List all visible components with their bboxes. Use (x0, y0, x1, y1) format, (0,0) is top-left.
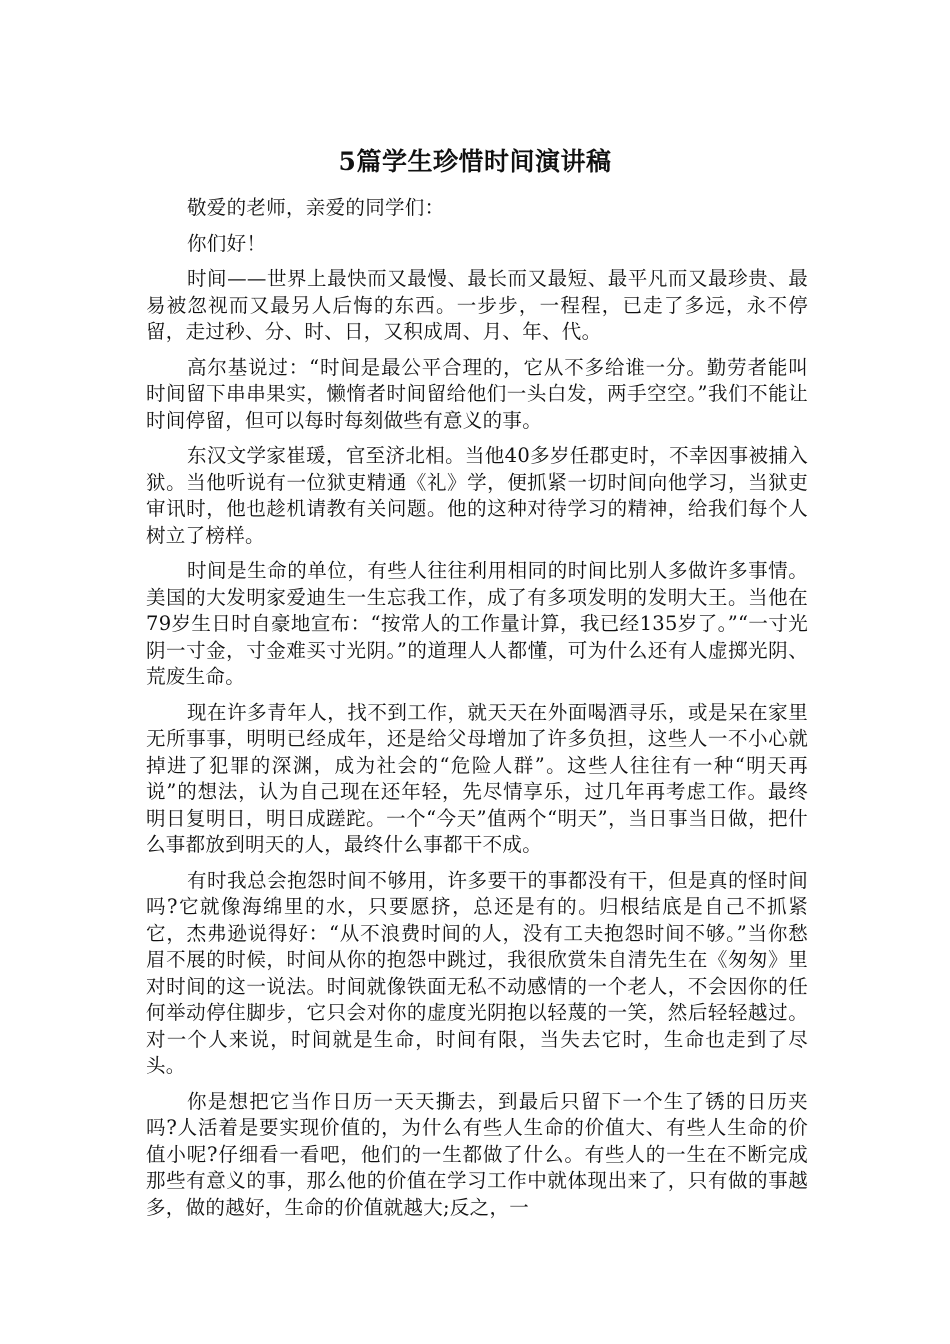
document-body (146, 195, 808, 1230)
body-paragraph: 高尔基说过：“时间是最公平合理的，它从不多给谁一分。勤劳者能叫时间留下串串果实，懒惰者时间留给他们一头白发，两手空空。”我们不能让时间停留，但可以每时每刻做些有意义的事。 (146, 355, 808, 432)
salutation-paragraph: 你们好！ (187, 231, 267, 255)
body-paragraph: 东汉文学家崔瑗，官至济北相。当他40多岁任郡吏时，不幸因事被捕入狱。当他听说有一位狱吏精通《礼》学，便抓紧一切时间向他学习，当狱吏审讯时，他也趁机请教有关问题。他的这种对待学习的精神，给我们每个人树立了榜样。 (146, 444, 808, 547)
body-paragraph: 你是想把它当作日历一天天撕去，到最后只留下一个生了锈的日历夹吗?人活着是要实现价值的，为什么有些人生命的价值大、有些人生命的价值小呢?仔细看一看吧，他们的一生都做了什么。有些人的一生在不断完成那些有意义的事，那么他的价值在学习工作中就体现出来了，只有做的事越多，做的越好，生命的价值就越大;反之，一 (146, 1089, 808, 1219)
body-paragraph: 时间是生命的单位，有些人往往利用相同的时间比别人多做许多事情。美国的大发明家爱迪生一生忘我工作，成了有多项发明的发明大王。当他在79岁生日时自豪地宣布：“按常人的工作量计算，我已经135岁了。”“一寸光阴一寸金，寸金难买寸光阴。”的道理人人都懂，可为什么还有人虚掷光阴、荒废生命。 (146, 559, 808, 688)
body-paragraph: 有时我总会抱怨时间不够用，许多要干的事都没有干，但是真的怪时间吗?它就像海绵里的水，只要愿挤，总还是有的。归根结底是自己不抓紧它，杰弗逊说得好：“从不浪费时间的人，没有工夫抱怨时间不够。”当你愁眉不展的时候，时间从你的抱怨中跳过，我很欣赏朱自清先生在《匆匆》里对时间的这一说法。时间就像铁面无私不动感情的一个老人，不会因你的任何举动停住脚步，它只会对你的虚度光阴抱以轻蔑的一笑，然后轻轻越过。对一个人来说，时间就是生命，时间有限，当失去它时，生命也走到了尽头。 (146, 868, 808, 1077)
body-paragraph: 时间——世界上最快而又最慢、最长而又最短、最平凡而又最珍贵、最易被忽视而又最另人后悔的东西。一步步，一程程，已走了多远，永不停留，走过秒、分、时、日，又积成周、月、年、代。 (146, 267, 808, 343)
greeting-paragraph: 敬爱的老师，亲爱的同学们： (187, 196, 445, 219)
document-title: 5篇学生珍惜时间演讲稿 (338, 147, 612, 176)
body-paragraph: 现在许多青年人，找不到工作，就天天在外面喝酒寻乐，或是呆在家里无所事事，明明已经成年，还是给父母增加了许多负担，这些人一不小心就掉进了犯罪的深渊，成为社会的“危险人群”。这些人往往有一种“明天再说”的想法，认为自己现在还年轻，先尽情享乐，过几年再考虑工作。最终明日复明日，明日成蹉跎。一个“今天”值两个“明天”，当日事当日做，把什么事都放到明天的人，最终什么事都干不成。 (146, 700, 808, 856)
